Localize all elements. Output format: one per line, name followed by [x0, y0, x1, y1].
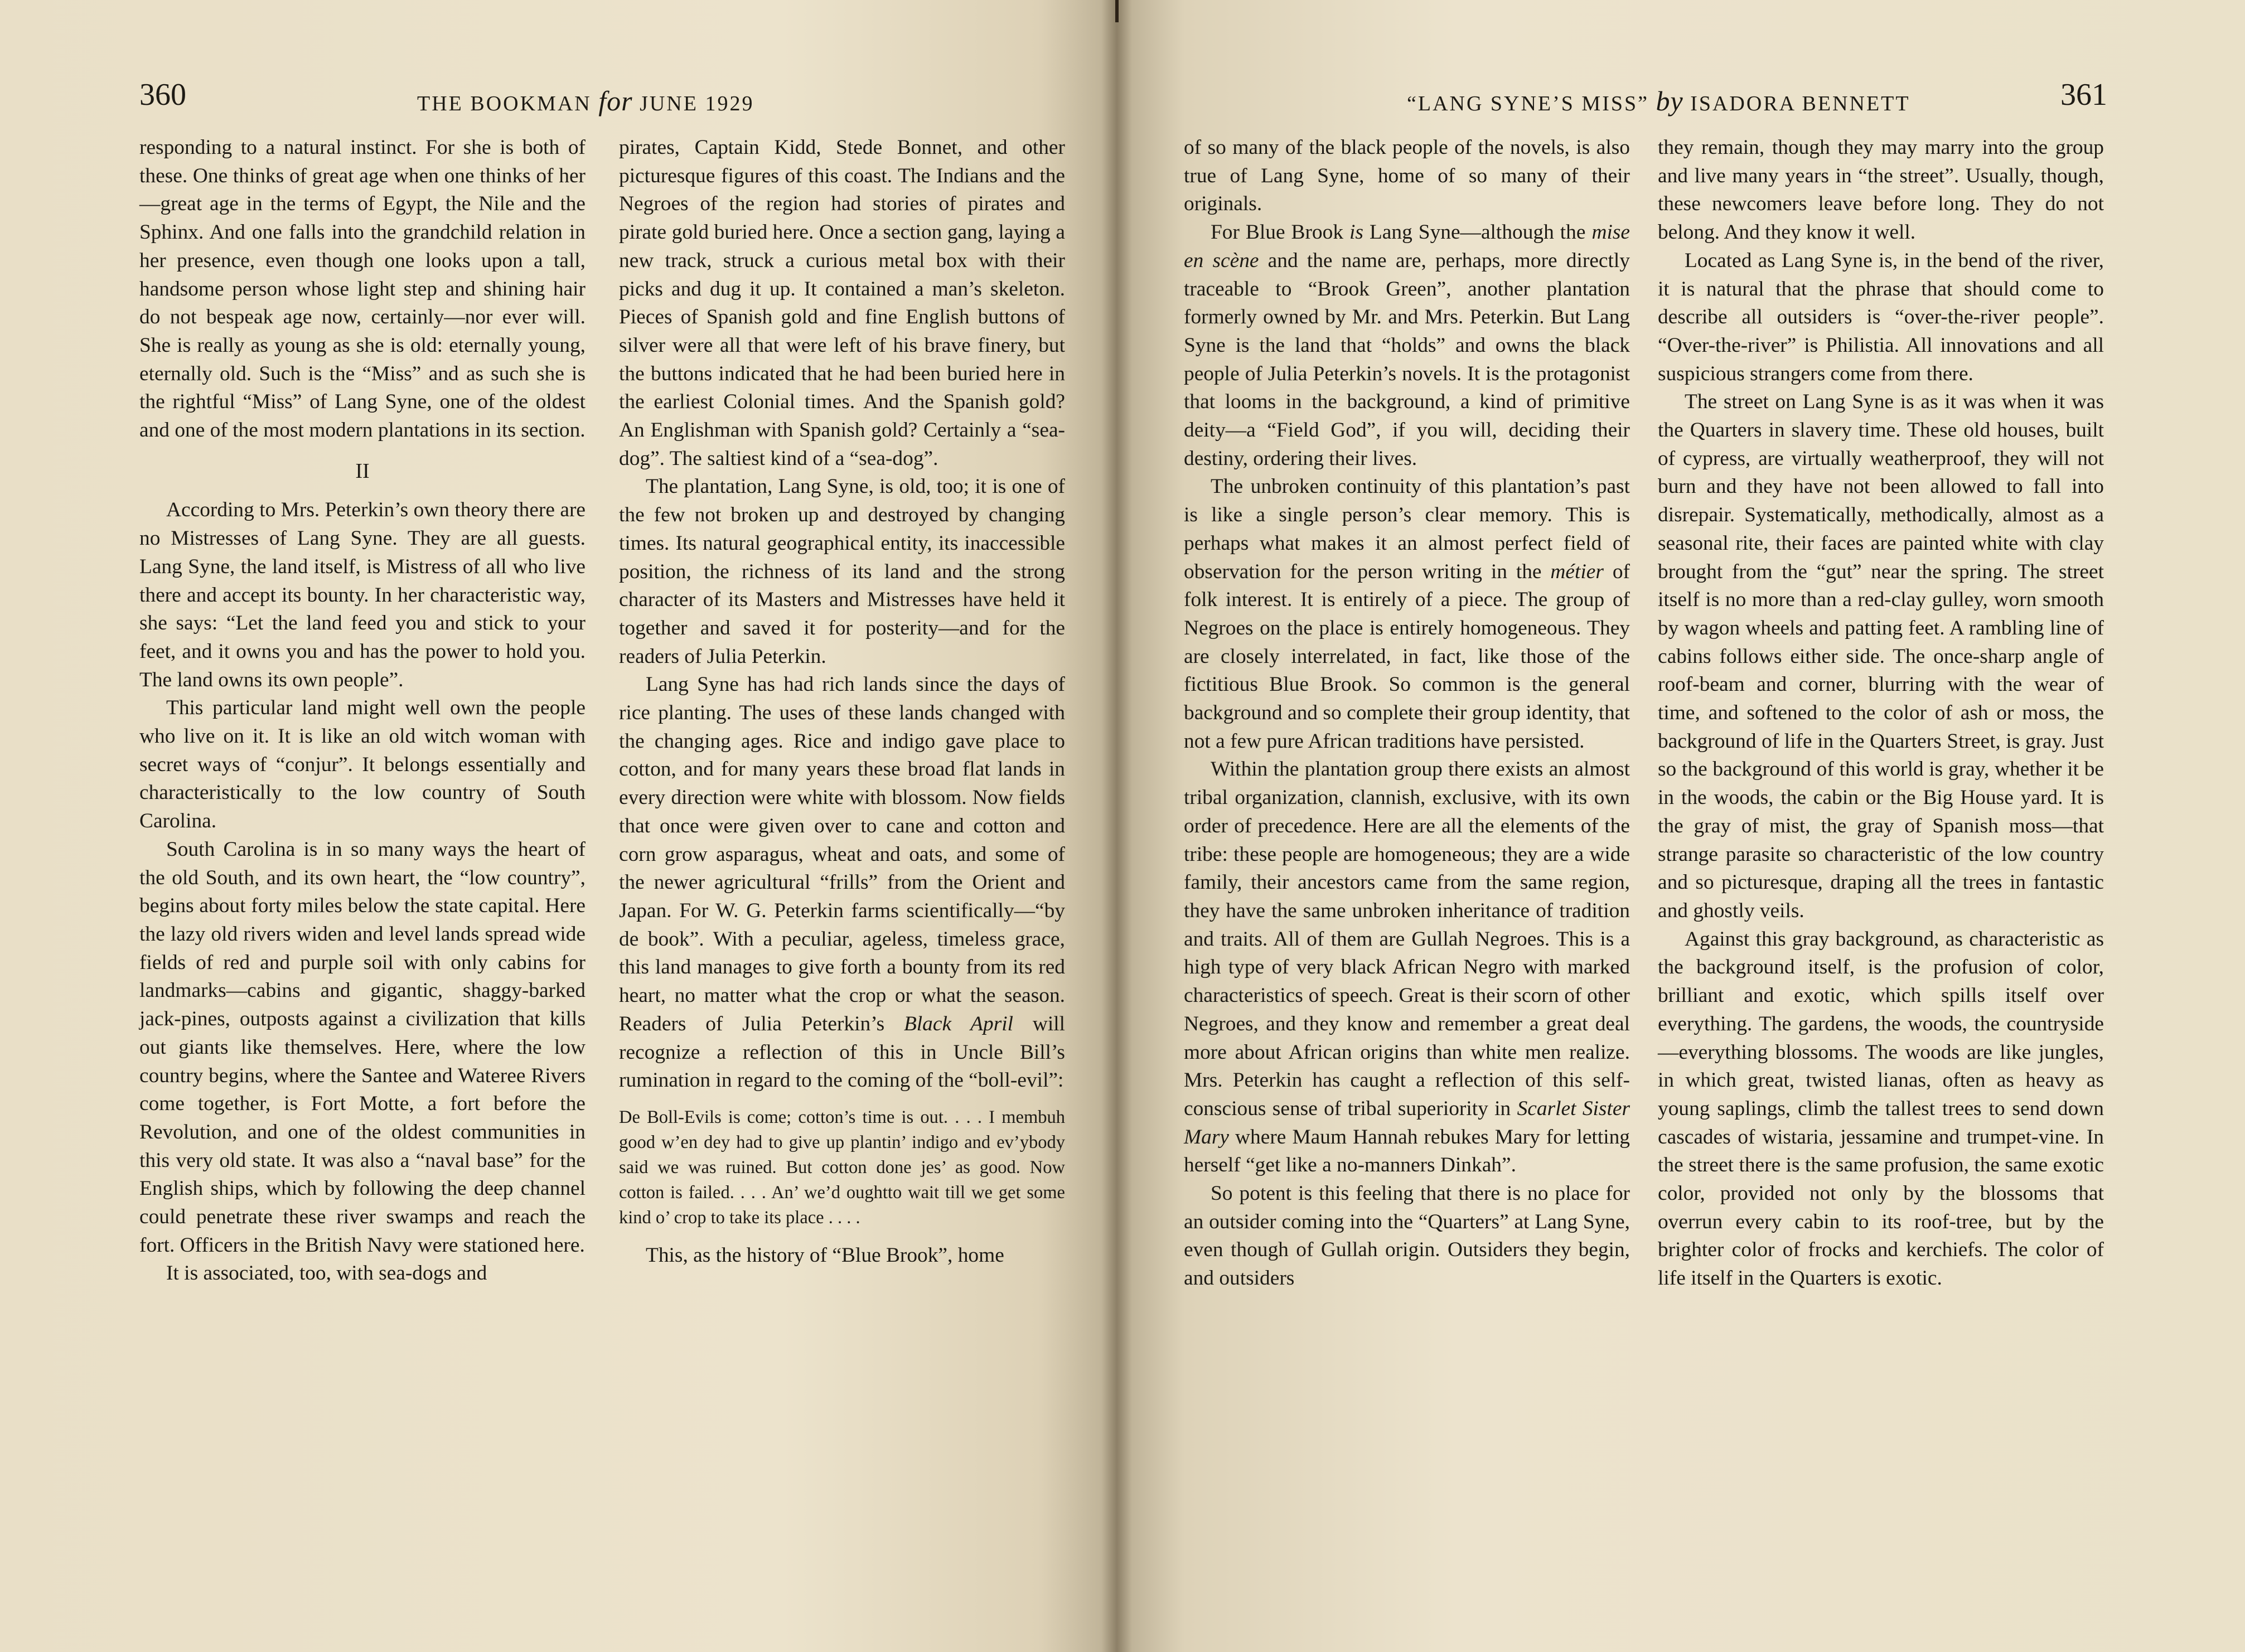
- book-title: Black April: [903, 1012, 1014, 1035]
- paragraph: [1184, 219, 1630, 473]
- running-head-right: [1407, 85, 1910, 117]
- text-run: and the name are, perhaps, more directly traceable to “Brook Green”, another plantation formerly owned by Mr. and Mrs. Peterkin. But Lang Syne is the land that “holds” and owns the black people of Julia Peterkin’s novels. It is the protagonist that looms in the background, a kind of primitive deity—a “Field God”, if you will, deciding their destiny, ordering their lives.: [1184, 249, 1630, 470]
- paragraph: [1184, 473, 1630, 755]
- paragraph: they remain, though they may marry into the group and live many years in “the street”. Usually, though, these newcomers leave before long. They do not belong. And they know it well.: [1658, 136, 2104, 244]
- page-number-left: 360: [139, 77, 186, 112]
- paragraph: This particular land might well own the people who live on it. It is like an old witch woman with secret ways of “conjur”. It belongs essentially and characteristically to the low country of South Carolina.: [139, 696, 586, 833]
- running-head-for: for: [598, 85, 633, 117]
- book-title: Scarlet Sister Mary: [1184, 1097, 1630, 1149]
- text-run: will recognize a reflection of this in Uncle Bill’s rumination in regard to the coming of the “boll-evil”:: [619, 1012, 1066, 1092]
- text-run: where Maum Hannah rebukes Mary for letting herself “get like a no-manners Dinkah”.: [1184, 1125, 1630, 1177]
- paragraph: responding to a natural instinct. For she is both of these. One thinks of great age when one thinks of her—great age in the terms of Egypt, the Nile and the Sphinx. And one falls into the grandchild relation in her presence, even though one looks upon a tall, handsome person whose light step and shining hair do not bespeak age now, certainly—nor ever will. She is really as young as she is old: eternally young, eternally old. Such is the “Miss” and as such she is the rightful “Miss” of Lang Syne, one of the oldest and one of the most modern plantations in its section.: [139, 136, 586, 442]
- italic-word: is: [1349, 221, 1363, 244]
- running-head-left: [417, 85, 754, 117]
- italic-word: métier: [1550, 560, 1604, 583]
- paragraph: So potent is this feeling that there is no place for an outsider coming into the “Quarters” at Lang Syne, even though of Gullah origin. Outsiders they begin, and outsiders: [1184, 1182, 1630, 1290]
- text-run: For Blue Brook: [1211, 221, 1350, 244]
- right-column-2: [1658, 134, 2104, 1293]
- spine-shadow: [1101, 0, 1132, 1652]
- issue-date: JUNE 1929: [640, 92, 754, 115]
- right-column-1: [1184, 134, 1630, 1293]
- page-number-right: 361: [2060, 77, 2107, 112]
- block-quote: De Boll-Evils is come; cotton’s time is out. . . . I membuh good w’en dey had to give up plantin’ indigo and ev’ybody said we was ruined. But cotton done jes’ as good. Now cotton is failed. . . . An’ we’d oughtto wait till we get some kind o’ crop to take its place . . . .: [619, 1107, 1065, 1228]
- paragraph: Located as Lang Syne is, in the bend of the river, it is natural that the phrase that should come to describe all outsiders is “over-the-river people”. “Over-the-river” is Philistia. All innovations and all suspicious strangers come from there.: [1658, 249, 2104, 385]
- paragraph: [619, 671, 1065, 1095]
- paragraph: According to Mrs. Peterkin’s own theory there are no Mistresses of Lang Syne. They are all guests. Lang Syne, the land itself, is Mistress of all who live there and accept its bounty. In her characteristic way, she says: “Let the land feed you and stick to your feet, and it owns you and has the power to hold you. The land owns its own people”.: [139, 498, 586, 691]
- paragraph: Against this gray background, as characteristic as the background itself, is the profusion of color, brilliant and exotic, which spills itself over everything. The gardens, the woods, the countryside—everything blossoms. The woods are like jungles, in which great, twisted lianas, often as heavy as young saplings, climb the tallest trees to send down cascades of wistaria, jessamine and trumpet-vine. In the street there is the same profusion, the same exotic color, provided not only by the blossoms that overrun every cabin to its roof-tree, but by the brighter color of frocks and kerchiefs. The color of life itself in the Quarters is exotic.: [1658, 927, 2104, 1290]
- magazine-name: THE BOOKMAN: [417, 92, 592, 115]
- left-column-2: [619, 134, 1065, 1270]
- paragraph: The street on Lang Syne is as it was when it was the Quarters in slavery time. These old houses, built of cypress, are virtually weatherproof, they will not burn and they have not been allowed to fall into disrepair. Systematically, methodically, almost as a seasonal rite, their faces are painted white with clay brought from the “gut” near the spring. The street itself is no more than a red-clay gulley, worn smooth by wagon wheels and patting feet. A rambling line of cabins follows either side. The once-sharp angle of roof-beam and corner, blurring with the wear of time, and softened to the color of ash or moss, the background of life in the Quarters Street, is gray. Just so the background of this world is gray, whether it be in the woods, the cabin or the Big House yard. It is the gray of mist, the gray of Spanish moss—that strange parasite so characteristic of the low country and so picturesque, draping all the trees in fantastic and ghostly veils.: [1658, 390, 2104, 922]
- running-head-by: by: [1656, 85, 1683, 117]
- section-heading: II: [355, 459, 370, 483]
- paragraph: South Carolina is in so many ways the heart of the old South, and its own heart, the “low country”, begins about forty miles below the state capital. Here the lazy old rivers widen and level lands spread wide fields of red and purple soil with only cabins for landmarks—cabins and gigantic, shaggy-barked jack-pines, outposts against a civilization that kills out giants like themselves. Here, where the low country begins, where the Santee and Wateree Rivers come together, is Fort Motte, a fort before the Revolution, and one of the oldest communities in this very old state. It was also a “naval base” for the English ships, which by following the deep channel could penetrate these river swamps and reach the fort. Officers in the British Navy were stationed here.: [139, 837, 586, 1257]
- left-column-1: [139, 134, 586, 1288]
- text-run: Within the plantation group there exists an almost tribal organization, clannish, exclusive, with its own order of precedence. Here are all the elements of the tribe: these people are homogeneous; they are a wide family, their ancestors came from the same region, they have the same unbroken inheritance of tradition and traits. All of them are Gullah Negroes. This is a high type of very black African Negro with marked characteristics of speech. Great is their scorn of other Negroes, and they know and remember a great deal more about African origins than white men realize. Mrs. Peterkin has caught a reflection of this self-conscious sense of tribal superiority in: [1184, 758, 1630, 1120]
- paragraph: pirates, Captain Kidd, Stede Bonnet, and other picturesque figures of this coast. The Indians and the Negroes of the region had stories of pirates and pirate gold buried here. Once a section gang, laying a new track, struck a curious metal box with their picks and dug it up. It contained a man’s skeleton. Pieces of Spanish gold and fine English buttons of silver were all that were left of his brave finery, but the buttons indicated that he had been buried here in the earliest Colonial times. And the Spanish gold? An Englishman with Spanish gold? Certainly a “sea-dog”. The saltiest kind of a “sea-dog”.: [619, 136, 1065, 470]
- paragraph: The plantation, Lang Syne, is old, too; it is one of the few not broken up and destroyed by changing times. Its natural geographical entity, its inaccessible position, the richness of its land and the strong character of its Masters and Mistresses have held it together and saved it for posterity—and for the readers of Julia Peterkin.: [619, 475, 1065, 668]
- italic-phrase: mise en scène: [1184, 221, 1630, 272]
- left-page: [0, 0, 1117, 1652]
- text-run: of folk interest. It is entirely of a piece. The group of Negroes on the place is entirely homogeneous. They are closely interrelated, in fact, like those of the fictitious Blue Brook. So common is the general background and so complete their group identity, that not a few pure African traditions have persisted.: [1184, 560, 1630, 753]
- text-run: Lang Syne—although the: [1363, 221, 1592, 244]
- author-name: ISADORA BENNETT: [1690, 92, 1910, 115]
- paragraph: This, as the history of “Blue Brook”, home: [646, 1243, 1004, 1267]
- paragraph: [1184, 755, 1630, 1180]
- paragraph: of so many of the black people of the novels, is also true of Lang Syne, home of so many of their originals.: [1184, 136, 1630, 216]
- paragraph: It is associated, too, with sea-dogs and: [166, 1262, 487, 1285]
- article-title: “LANG SYNE’S MISS”: [1407, 92, 1649, 115]
- spine-crease: [1115, 0, 1119, 22]
- text-run: The unbroken continuity of this plantation’s past is like a single person’s clear memory. This is perhaps what makes it an almost perfect field of observation for the person writing in the: [1184, 475, 1630, 583]
- right-page: [1117, 0, 2245, 1652]
- text-run: Lang Syne has had rich lands since the days of rice planting. The uses of these lands changed with the changing ages. Rice and indigo gave place to cotton, and for many years these broad flat lands in every direction were white with blossom. Now fields that once were given over to cane and cotton and corn grow asparagus, wheat and oats, and some of the newer agricultural “frills” from the Orient and Japan. For W. G. Peterkin farms scientifically—“by de book”. With a peculiar, ageless, timeless grace, this land manages to give forth a bounty from its red heart, no matter what the crop or what the season. Readers of Julia Peterkin’s: [619, 673, 1065, 1035]
